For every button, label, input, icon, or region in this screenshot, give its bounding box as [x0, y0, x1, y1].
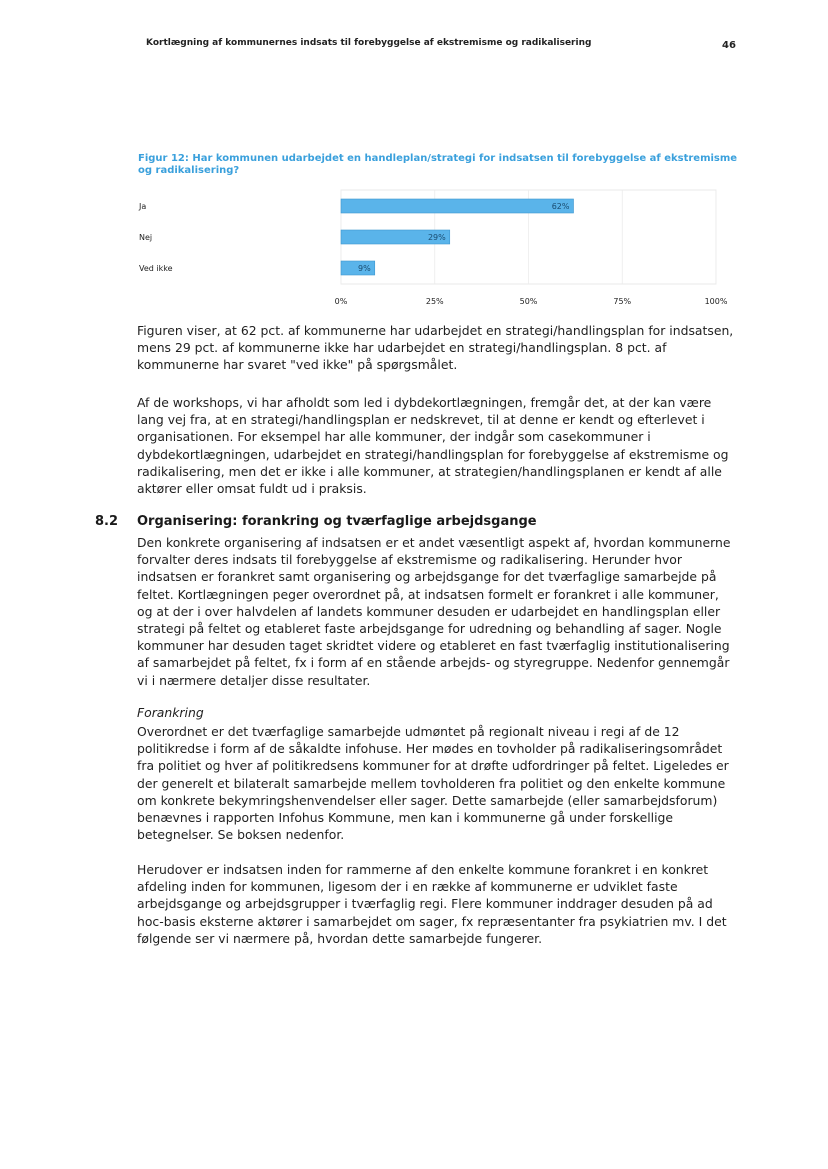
- x-tick-label: 75%: [613, 297, 632, 306]
- category-label: Ved ikke: [139, 264, 173, 273]
- section-title: Organisering: forankring og tværfaglige arbejdsgange: [137, 514, 537, 529]
- paragraph-figure-description: Figuren viser, at 62 pct. af kommunerne har udarbejdet en strategi/handlingsplan for indsatsen, mens 29 pct. af kommunerne ikke har udarbejdet en strategi/handlingsplan. 8 pct. af kommunerne har svaret "ved ikke" på spørgsmålet.: [137, 323, 734, 373]
- figure-caption: Figur 12: Har kommunen udarbejdet en handleplan/strategi for indsatsen til forebyggelse af ekstremisme og radikalisering?: [138, 153, 738, 176]
- subheading-forankring: Forankring: [137, 705, 204, 720]
- paragraph-forankring: Overordnet er det tværfaglige samarbejde udmøntet på regionalt niveau i regi af de 12 politikredse i form af de såkaldte infohuse. Her mødes en tovholder på radikaliseringsområdet fra politiet og hver af politikredsens kommuner for at drøfte udfordringer på feltet. Ligeledes er der generelt et bilateralt samarbejde mellem tovholderen fra politiet og den enkelte kommune om konkrete bekymringshenvendelser eller sager. Dette samarbejde (eller samarbejdsforum) benævnes i rapporten Infohus Kommune, men kan i kommunerne gå under forskellige betegnelser. Se boksen nedenfor.: [137, 724, 729, 843]
- paragraph-organisation: Den konkrete organisering af indsatsen er et andet væsentligt aspekt af, hvordan kommunerne forvalter deres indsats til forebyggelse af ekstremisme og radikalisering. Herunder hvor indsatsen er forankret samt organisering og arbejdsgange for det tværfaglige samarbejde på feltet. Kortlægningen peger overordnet på, at indsatsen formelt er forankret i alle kommuner, og at der i over halvdelen af landets kommuner desuden er udarbejdet en handlingsplan eller strategi på feltet og etableret faste arbejdsgange for udredning og behandling af sager. Nogle kommuner har desuden taget skridtet videre og etableret en fast tværfaglig institutionalisering af samarbejdet på feltet, fx i form af en stående arbejds- og styregruppe. Nedenfor gennemgår vi i nærmere detaljer disse resultater.: [137, 535, 731, 688]
- x-tick-label: 25%: [425, 297, 444, 306]
- page-number: 46: [722, 40, 736, 51]
- x-tick-label: 100%: [704, 297, 728, 306]
- data-label: 62%: [551, 202, 570, 211]
- category-label: Ja: [139, 202, 147, 211]
- data-label: 9%: [358, 264, 371, 273]
- paragraph-workshops: Af de workshops, vi har afholdt som led i dybdekortlægningen, fremgår det, at der kan være lang vej fra, at en strategi/handlingsplan er nedskrevet, til at denne er kendt og efterlevet i organisationen. For eksempel har alle kommuner, der indgår som casekommuner i dybdekortlægningen, udarbejdet en strategi/handlingsplan for forebyggelse af ekstremisme og radikalisering, men det er ikke i alle kommuner, at strategien/handlingsplanen er kendt af alle aktører eller omsat fuldt ud i praksis.: [137, 395, 729, 497]
- x-tick-label: 0%: [334, 297, 348, 306]
- figure-12-chart: [130, 186, 730, 316]
- running-header: Kortlægning af kommunernes indsats til forebyggelse af ekstremisme og radikalisering: [146, 38, 592, 48]
- section-number: 8.2: [95, 514, 119, 529]
- paragraph-herudover: Herudover er indsatsen inden for rammerne af den enkelte kommune forankret i en konkret afdeling inden for kommunen, ligesom der i en række af kommunerne er udviklet faste arbejdsgange og arbejdsgrupper i tværfaglig regi. Flere kommuner inddrager desuden på ad hoc-basis eksterne aktører i samarbejdet om sager, fx repræsentanter fra psykiatrien mv. I det følgende ser vi nærmere på, hvordan dette samarbejde fungerer.: [137, 862, 727, 946]
- x-tick-label: 50%: [519, 297, 538, 306]
- data-label: 29%: [427, 233, 446, 242]
- bar: [341, 199, 574, 213]
- category-label: Nej: [139, 233, 153, 242]
